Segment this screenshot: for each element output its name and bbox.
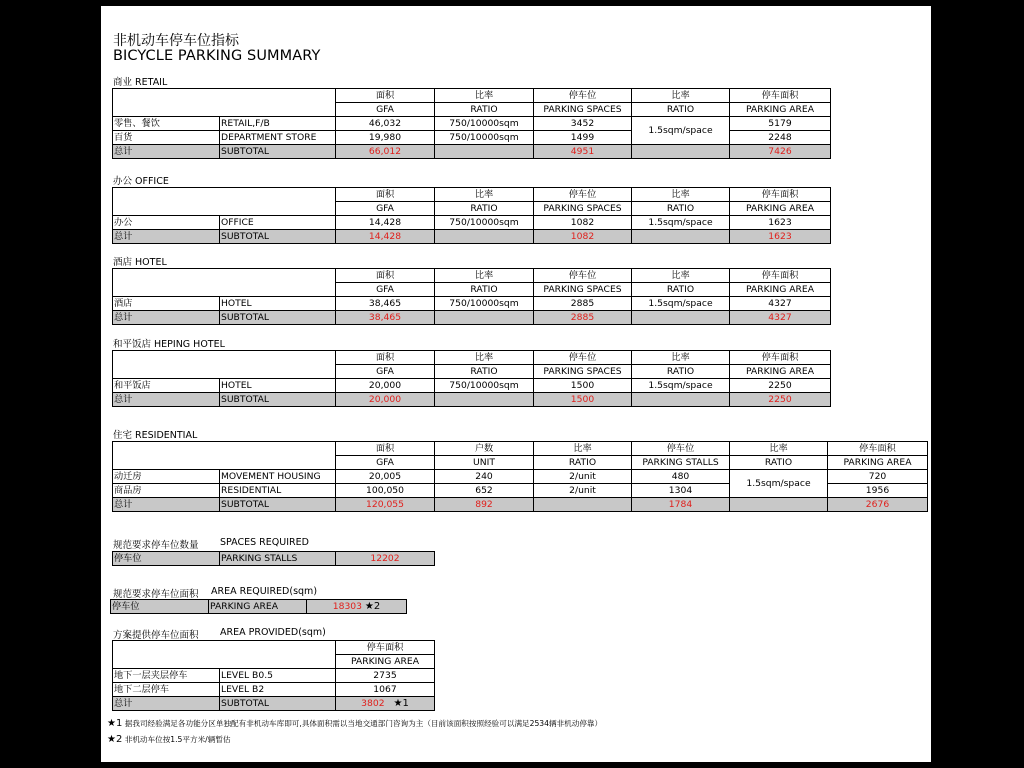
spaces-cell: 1082 (534, 216, 632, 230)
row-label-en: OFFICE (220, 216, 336, 230)
col-header-spaces-cn: 停车位 (534, 89, 632, 103)
footnote-2 (107, 734, 231, 745)
row-label-en: RESIDENTIAL (220, 484, 336, 498)
ratio-cell: 750/10000sqm (435, 131, 534, 145)
table-row (113, 117, 831, 131)
row-label-en: HOTEL (220, 297, 336, 311)
gfa-cell: 46,032 (336, 117, 435, 131)
row-label-en: PARKING STALLS (220, 552, 336, 566)
parea-cell: 1067 (336, 683, 435, 697)
area-ratio-cell: 1.5sqm/space (730, 470, 828, 498)
empty-cell (632, 393, 730, 407)
star-icon: ★2 (107, 734, 123, 745)
parea-cell: 1956 (828, 484, 928, 498)
row-label-cn: 停车位 (111, 600, 209, 614)
star-note-mark: ★2 (364, 600, 381, 612)
subtotal-label: SUBTOTAL (220, 697, 336, 711)
subtotal-area: 4327 (730, 311, 831, 325)
col-header-area-cn: 面积 (336, 442, 435, 456)
col-header-ratio-cn: 比率 (435, 351, 534, 365)
total-label-cn: 总计 (113, 498, 220, 512)
header-blank (113, 351, 336, 379)
row-label-en: LEVEL B2 (220, 683, 336, 697)
provided-area-value: 3802 (361, 697, 385, 709)
gfa-cell: 100,050 (336, 484, 435, 498)
row-label-en: HOTEL (220, 379, 336, 393)
subtotal-spaces: 1082 (534, 230, 632, 244)
col-header-ratio-cn: 比率 (632, 269, 730, 283)
total-label-cn: 总计 (113, 230, 220, 244)
col-header-parea-cn: 停车面积 (828, 442, 928, 456)
empty-cell (632, 145, 730, 159)
empty-cell (435, 311, 534, 325)
subtotal-label: SUBTOTAL (220, 311, 336, 325)
col-header-area-cn: 面积 (336, 188, 435, 202)
spaces-cell: 2885 (534, 297, 632, 311)
gfa-cell: 19,980 (336, 131, 435, 145)
parea-cell: 2250 (730, 379, 831, 393)
parea-cell: 5179 (730, 117, 831, 131)
row-label-cn: 和平饭店 (113, 379, 220, 393)
parea-cell: 2248 (730, 131, 831, 145)
row-label-en: PARKING AREA (209, 600, 307, 614)
area-provided-heading-cn: 方案提供停车位面积 (113, 630, 199, 641)
spaces-cell: 1500 (534, 379, 632, 393)
col-header-ratio: RATIO (435, 365, 534, 379)
table-row (113, 379, 831, 393)
area-required-heading-cn: 规范要求停车位面积 (113, 589, 199, 600)
row-label-cn: 地下一层夹层停车 (113, 669, 220, 683)
page-title-en: BICYCLE PARKING SUMMARY (113, 48, 321, 64)
col-header-unit: UNIT (435, 456, 534, 470)
parea-cell: 2735 (336, 669, 435, 683)
col-header-spaces: PARKING SPACES (534, 202, 632, 216)
star-note-mark: ★1 (393, 697, 409, 709)
empty-cell (435, 393, 534, 407)
ratio-cell: 2/unit (534, 484, 632, 498)
subtotal-gfa: 66,012 (336, 145, 435, 159)
heping-heading: 和平饭店 HEPING HOTEL (113, 339, 225, 350)
col-header-parea-cn: 停车面积 (730, 351, 831, 365)
summary-sheet (101, 6, 931, 762)
subtotal-row (113, 498, 928, 512)
col-header-area-cn: 面积 (336, 89, 435, 103)
col-header-ratio: RATIO (632, 202, 730, 216)
table-row (113, 297, 831, 311)
summary-row (113, 552, 435, 566)
footnote-1 (107, 718, 602, 729)
empty-cell (534, 498, 632, 512)
area-ratio-cell: 1.5sqm/space (632, 379, 730, 393)
footnote-1-text: 据我司经验满足各功能分区单独配有非机动车库即可,具体面积需以当地交通部门咨询为主（目前该面积按照经验可以满足2534辆非机动停靠） (124, 719, 603, 728)
parea-cell: 4327 (730, 297, 831, 311)
col-header-ratio: RATIO (632, 103, 730, 117)
subtotal-spaces: 1500 (534, 393, 632, 407)
subtotal-area: 2676 (828, 498, 928, 512)
office-table (112, 187, 831, 244)
parea-cell: 1623 (730, 216, 831, 230)
spaces-required-heading-en: SPACES REQUIRED (220, 537, 309, 548)
col-header-ratio-cn: 比率 (435, 188, 534, 202)
row-label-cn: 停车位 (113, 552, 220, 566)
header-blank (113, 269, 336, 297)
col-header-ratio-cn: 比率 (632, 188, 730, 202)
row-label-cn: 动迁房 (113, 470, 220, 484)
col-header-spaces: PARKING SPACES (534, 283, 632, 297)
row-label-cn: 地下二层停车 (113, 683, 220, 697)
col-header-ratio-cn: 比率 (632, 89, 730, 103)
col-header-ratio: RATIO (435, 103, 534, 117)
subtotal-spaces: 4951 (534, 145, 632, 159)
row-label-en: RETAIL,F/B (220, 117, 336, 131)
required-area-cell (307, 600, 407, 614)
spaces-required-table (112, 551, 435, 566)
table-row (113, 470, 928, 484)
col-header-ratio: RATIO (435, 283, 534, 297)
parea-cell: 720 (828, 470, 928, 484)
col-header-gfa: GFA (336, 283, 435, 297)
gfa-cell: 20,005 (336, 470, 435, 484)
area-ratio-cell: 1.5sqm/space (632, 117, 730, 145)
col-header-area-cn: 面积 (336, 269, 435, 283)
col-header-ratio-cn: 比率 (435, 269, 534, 283)
row-label-en: MOVEMENT HOUSING (220, 470, 336, 484)
row-label-cn: 商品房 (113, 484, 220, 498)
col-header-spaces: PARKING SPACES (534, 365, 632, 379)
area-provided-table (112, 640, 435, 711)
col-header-ratio-cn: 比率 (730, 442, 828, 456)
subtotal-label: SUBTOTAL (220, 230, 336, 244)
residential-heading: 住宅 RESIDENTIAL (113, 430, 198, 441)
hotel-heading: 酒店 HOTEL (113, 257, 167, 268)
page-title-cn: 非机动车停车位指标 (113, 33, 239, 49)
col-header-gfa: GFA (336, 456, 435, 470)
ratio-cell: 750/10000sqm (435, 216, 534, 230)
col-header-ratio: RATIO (730, 456, 828, 470)
col-header-units-cn: 户数 (435, 442, 534, 456)
units-cell: 652 (435, 484, 534, 498)
stalls-cell: 1304 (632, 484, 730, 498)
col-header-parea-cn: 停车面积 (730, 89, 831, 103)
row-label-cn: 办公 (113, 216, 220, 230)
col-header-parea-cn: 停车面积 (336, 641, 435, 655)
required-spaces-value: 12202 (336, 552, 435, 566)
header-blank (113, 188, 336, 216)
col-header-stalls: PARKING STALLS (632, 456, 730, 470)
header-blank (113, 641, 336, 669)
subtotal-area: 7426 (730, 145, 831, 159)
empty-cell (632, 230, 730, 244)
empty-cell (435, 230, 534, 244)
stalls-cell: 480 (632, 470, 730, 484)
hotel-table (112, 268, 831, 325)
col-header-spaces-cn: 停车位 (534, 351, 632, 365)
ratio-cell: 2/unit (534, 470, 632, 484)
col-header-ratio-cn: 比率 (534, 442, 632, 456)
col-header-parea: PARKING AREA (730, 103, 831, 117)
col-header-parea: PARKING AREA (730, 365, 831, 379)
office-heading: 办公 OFFICE (113, 176, 169, 187)
col-header-ratio: RATIO (534, 456, 632, 470)
subtotal-gfa: 38,465 (336, 311, 435, 325)
subtotal-label: SUBTOTAL (220, 393, 336, 407)
subtotal-label: SUBTOTAL (220, 498, 336, 512)
area-required-table (110, 599, 407, 614)
col-header-gfa: GFA (336, 365, 435, 379)
gfa-cell: 38,465 (336, 297, 435, 311)
required-area-value: 18303 (332, 600, 362, 612)
summary-row (111, 600, 407, 614)
retail-heading: 商业 RETAIL (113, 77, 168, 88)
row-label-cn: 百货 (113, 131, 220, 145)
row-label-cn: 零售、餐饮 (113, 117, 220, 131)
units-cell: 240 (435, 470, 534, 484)
table-row (113, 683, 435, 697)
total-label-cn: 总计 (113, 311, 220, 325)
subtotal-units: 892 (435, 498, 534, 512)
col-header-parea: PARKING AREA (730, 202, 831, 216)
subtotal-gfa: 14,428 (336, 230, 435, 244)
col-header-parea: PARKING AREA (730, 283, 831, 297)
subtotal-gfa: 20,000 (336, 393, 435, 407)
spaces-cell: 3452 (534, 117, 632, 131)
total-label-cn: 总计 (113, 145, 220, 159)
gfa-cell: 20,000 (336, 379, 435, 393)
table-row (113, 216, 831, 230)
area-required-heading-en: AREA REQUIRED(sqm) (211, 586, 318, 597)
area-ratio-cell: 1.5sqm/space (632, 297, 730, 311)
col-header-ratio-cn: 比率 (632, 351, 730, 365)
col-header-parea: PARKING AREA (828, 456, 928, 470)
area-provided-heading-en: AREA PROVIDED(sqm) (220, 627, 326, 638)
col-header-ratio: RATIO (435, 202, 534, 216)
col-header-gfa: GFA (336, 202, 435, 216)
col-header-parea-cn: 停车面积 (730, 188, 831, 202)
spaces-cell: 1499 (534, 131, 632, 145)
table-row (113, 669, 435, 683)
subtotal-row (113, 393, 831, 407)
provided-subtotal-cell (336, 697, 435, 711)
subtotal-area: 1623 (730, 230, 831, 244)
area-ratio-cell: 1.5sqm/space (632, 216, 730, 230)
col-header-spaces-cn: 停车位 (632, 442, 730, 456)
col-header-spaces-cn: 停车位 (534, 188, 632, 202)
subtotal-spaces: 2885 (534, 311, 632, 325)
col-header-area-cn: 面积 (336, 351, 435, 365)
star-icon: ★1 (107, 718, 123, 729)
empty-cell (730, 498, 828, 512)
subtotal-gfa: 120,055 (336, 498, 435, 512)
header-blank (113, 89, 336, 117)
row-label-en: LEVEL B0.5 (220, 669, 336, 683)
header-blank (113, 442, 336, 470)
retail-table (112, 88, 831, 159)
subtotal-row (113, 311, 831, 325)
col-header-parea: PARKING AREA (336, 655, 435, 669)
subtotal-label: SUBTOTAL (220, 145, 336, 159)
row-label-en: DEPARTMENT STORE (220, 131, 336, 145)
empty-cell (632, 311, 730, 325)
col-header-spaces: PARKING SPACES (534, 103, 632, 117)
col-header-gfa: GFA (336, 103, 435, 117)
subtotal-row (113, 697, 435, 711)
ratio-cell: 750/10000sqm (435, 117, 534, 131)
col-header-parea-cn: 停车面积 (730, 269, 831, 283)
row-label-cn: 酒店 (113, 297, 220, 311)
spaces-required-heading-cn: 规范要求停车位数量 (113, 540, 199, 551)
col-header-spaces-cn: 停车位 (534, 269, 632, 283)
col-header-ratio-cn: 比率 (435, 89, 534, 103)
empty-cell (435, 145, 534, 159)
subtotal-row (113, 230, 831, 244)
footnote-2-text: 非机动车位按1.5平方米/辆暂估 (124, 735, 231, 744)
total-label-cn: 总计 (113, 697, 220, 711)
subtotal-stalls: 1784 (632, 498, 730, 512)
ratio-cell: 750/10000sqm (435, 297, 534, 311)
total-label-cn: 总计 (113, 393, 220, 407)
col-header-ratio: RATIO (632, 365, 730, 379)
col-header-ratio: RATIO (632, 283, 730, 297)
ratio-cell: 750/10000sqm (435, 379, 534, 393)
heping-table (112, 350, 831, 407)
subtotal-area: 2250 (730, 393, 831, 407)
gfa-cell: 14,428 (336, 216, 435, 230)
subtotal-row (113, 145, 831, 159)
residential-table (112, 441, 928, 512)
